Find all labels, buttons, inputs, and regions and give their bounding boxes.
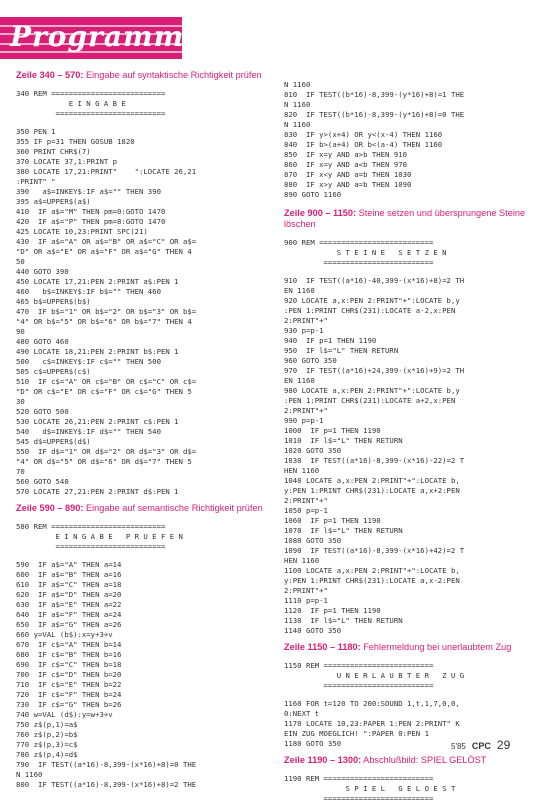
rem-header: 340 REM ========================== E I N G A B E ========================= xyxy=(16,89,166,118)
magazine-name: CPC xyxy=(471,741,491,751)
code-listing: 350 PEN 1 355 IF p=31 THEN GOSUB 1820 360 PRINT CHR$(7) 370 LOCATE 37,1:PRINT p 380 LOCATE 17,21:PRINT" ":LOCATE 26,21 :PRINT" " 390 a$=INKEY$:IF a$="" THEN 390 395 a$=UPPER$(a$) 410 IF a$="M" THEN pm=0:GOTO 1470 420 IF a$="P" THEN pm=8:GOTO 1470 425 LOCATE 10,23:PRINT SPC(21) 430 IF a$="A" OR a$="B" OR a$="C" OR a$= "D" OR a$="E" OR a$="F" OR a$="G" THEN 4 50 440 GOTO 390 450 LOCATE 17,21:PEN 2:PRINT a$:PEN 1 460 b$=INKEY$:IF b$="" THEN 460 465 b$=UPPER$(b$) 470 IF b$="1" OR b$="2" OR b$="3" OR b$= "4" OR b$="5" OR b$="6" OR b$="7" THEN 4 90 480 GOTO 460 490 LOCATE 18,21:PEN 2:PRINT b$:PEN 1 500 c$=INKEY$:IF c$="" THEN 500 505 c$=UPPER$(c$) 510 IF c$="A" OR c$="B" OR c$="C" OR c$= "D" OR c$="E" OR c$="F" OR c$="G" THEN 5 30 520 GOTO 500 530 LOCATE 26,21:PEN 2:PRINT c$:PEN 1 540 d$=INKEY$:IF d$="" THEN 540 545 d$=UPPER$(d$) 550 IF d$="1" OR d$="2" OR d$="3" OR d$= "4" OR d$="5" OR d$="6" OR d$="7" THEN 5 70 560 GOTO 540 570 LOCATE 27,21:PEN 2:PRINT d$:PEN 1 xyxy=(16,127,197,496)
section-heading xyxy=(16,503,266,514)
section-heading xyxy=(284,642,534,653)
section-heading xyxy=(284,755,534,766)
rem-header: 1190 REM ========================= S P I E L G E L O E S T ========================= xyxy=(284,774,456,803)
section-input-semantic xyxy=(16,503,266,790)
section-set-stones xyxy=(284,208,534,636)
right-column xyxy=(284,80,534,812)
heading-description: Steine setzen und übersprungene Steine löschen xyxy=(284,208,526,229)
code-listing: 590 IF a$="A" THEN a=14 600 IF a$="B" THEN a=16 610 IF a$="C" THEN a=18 620 IF a$="D" THEN a=20 630 IF a$="E" THEN a=22 640 IF a$="F" THEN a=24 650 IF a$="G" THEN a=26 660 y=VAL (b$):x=y+3+v 670 IF c$="A" THEN b=14 680 IF c$="B" THEN b=16 690 IF c$="C" THEN b=18 700 IF c$="D" THEN b=20 710 IF c$="E" THEN b=22 720 IF c$="F" THEN b=24 730 IF c$="G" THEN b=26 740 w=VAL (d$):y=w+3+v 750 z$(p,1)=a$ 760 z$(p,2)=b$ 770 z$(p,3)=c$ 780 z$(p,4)=d$ 790 IF TEST((a*16)-8,399-(x*16)+8)=0 THE N 1160 800 IF TEST((a*16)-8,399-(x*16)+8)=2 THE xyxy=(16,560,197,789)
heading-range: Zeile 1150 – 1180: xyxy=(284,642,361,652)
page-footer xyxy=(451,738,510,752)
banner-title: Programme xyxy=(10,20,204,53)
code-listing: 1160 FOR t=120 TO 200:SOUND 1,t,1,7,0,0, 0:NEXT t 1170 LOCATE 10,23:PAPER 1:PEN 2:PRINT" K EIN ZUG MOEGLICH! ":PAPER 0:PEN 1 1180 GOTO 350 xyxy=(284,699,460,748)
code-listing-continued: N 1160 810 IF TEST((b*16)-8,399-(y*16)+8)=1 THE N 1160 820 IF TEST((b*16)-8,399-(y*16)+8)=0 THE N 1160 830 IF y>(x+4) OR y<(x-4) THEN 1160 840 IF b>(a+4) OR b<(a-4) THEN 1160 850 IF x=y AND a>b THEN 910 860 IF x=y AND a<b THEN 970 870 IF x<y AND a=b THEN 1030 880 IF x>y AND a=b THEN 1090 890 GOTO 1160 xyxy=(284,80,465,199)
heading-description: Abschlußbild: SPIEL GELÖST xyxy=(361,755,487,765)
section-illegal-move xyxy=(284,642,534,749)
heading-description: Fehlermeldung bei unerlaubtem Zug xyxy=(360,642,512,652)
heading-description: Eingabe auf semantische Richtigkeit prüfen xyxy=(83,503,263,513)
heading-range: Zeile 1190 – 1300: xyxy=(284,755,362,765)
rem-header: 900 REM ========================== S T E I N E S E T Z E N ========================= xyxy=(284,238,447,267)
code-listing: 910 IF TEST((a*16)-40,399-(x*16)+8)=2 TH EN 1160 920 LOCATE a,x:PEN 2:PRINT"+":LOCATE b,y :PEN 1:PRINT CHR$(231):LOCATE a-2,x:PEN 2:PRINT"+" 930 p=p-1 940 IF p=1 THEN 1190 950 IF l$="L" THEN RETURN 960 GOTO 350 970 IF TEST((a*16)+24,399-(x*16)+9)=2 TH EN 1160 980 LOCATE a,x:PEN 2:PRINT"+":LOCATE b,y :PEN 1:PRINT CHR$(231):LOCATE a+2,x:PEN 2:PRINT"+" 990 p=p-1 1000 IF p=1 THEN 1190 1010 IF l$="L" THEN RETURN 1020 GOTO 350 1030 IF TEST((a*16)-8,399-(x*16)-22)=2 T HEN 1160 1040 LOCATE a,x:PEN 2:PRINT"+":LOCATE b, y:PEN 1:PRINT CHR$(231):LOCATE a,x+2:PEN 2:PRINT"+" 1050 p=p-1 1060 IF p=1 THEN 1190 1070 IF l$="L" THEN RETURN 1080 GOTO 350 1090 IF TEST((a*16)-8,399-(x*16)+42)=2 T HEN 1160 1100 LOCATE a,x:PEN 2:PRINT"+":LOCATE b, y:PEN 1:PRINT CHR$(231):LOCATE a,x-2:PEN 2:PRINT"+" 1110 p=p-1 1120 IF p=1 THEN 1190 1130 IF l$="L" THEN RETURN 1140 GOTO 350 xyxy=(284,276,465,635)
heading-range: Zeile 340 – 570: xyxy=(16,70,84,80)
heading-description: Eingabe auf syntaktische Richtigkeit prüfen xyxy=(83,70,262,80)
heading-range: Zeile 590 – 890: xyxy=(16,503,84,513)
issue-label: 5'85 xyxy=(451,742,466,751)
page-number: 29 xyxy=(496,738,511,752)
rem-header: 1150 REM ========================= U N E R L A U B T E R Z U G ========================= xyxy=(284,661,465,690)
section-heading xyxy=(284,208,534,230)
left-column xyxy=(16,68,266,796)
section-banner xyxy=(0,17,204,59)
section-heading xyxy=(16,70,266,81)
section-game-solved xyxy=(284,755,534,804)
section-input-syntax xyxy=(16,70,266,497)
rem-header: 580 REM ========================== E I N G A B E P R U E F E N ========================= xyxy=(16,522,183,551)
heading-range: Zeile 900 – 1150: xyxy=(284,208,357,218)
